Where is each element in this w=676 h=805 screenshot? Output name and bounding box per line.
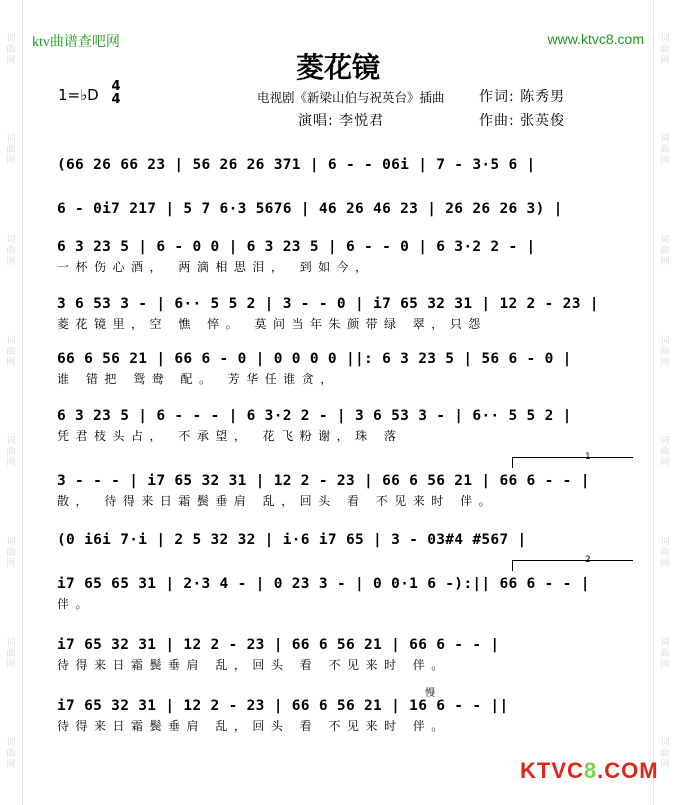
score-row-5 — [57, 350, 617, 386]
score-row-11 — [57, 688, 617, 733]
time-signature — [109, 80, 123, 106]
score-row-6 — [57, 407, 617, 443]
notation: 6 - 0i7 217 | 5 7 6·3 5676 | 46 26 46 23 | 26 26 26 3) | — [57, 201, 563, 217]
notation: i7 65 65 31 | 2·3 4 - | 0 23 3 - | 0 0·1 6 -):|| 66 6 - - | — [57, 576, 590, 592]
site-name: ktv曲谱查吧网 — [32, 35, 120, 50]
site-url: www.ktvc8.com — [547, 31, 644, 47]
lyric-line: 伴。 — [57, 597, 95, 611]
first-ending-bracket — [512, 457, 633, 468]
time-top: 4 — [111, 79, 121, 94]
notation: 3 - - - | i7 65 32 31 | 12 2 - 23 | 66 6 56 21 | 66 6 - - | — [57, 473, 590, 489]
site-logo: KTVC8.COM — [520, 758, 659, 783]
score-row-8 — [57, 531, 617, 549]
notation: (0 i6i 7·i | 2 5 32 32 | i·6 i7 65 | 3 - 03#4 #567 | — [57, 532, 527, 548]
watermark-right: 词曲网 词曲网 词曲网 词曲网 词曲网 词曲网 词曲网 词曲网 — [653, 0, 676, 805]
lyric-line: 谁 错把 鸳鸯 配。 芳华任谁贪， — [57, 372, 339, 386]
lyric-line: 待得来日霜鬓垂肩 乱，回头 看 不见来时 伴。 — [57, 658, 450, 672]
lyric-line: 待得来日霜鬓垂肩 乱，回头 看 不见来时 伴。 — [57, 719, 450, 733]
notation: 3 6 53 3 - | 6·· 5 5 2 | 3 - - 0 | i7 65 32 31 | 12 2 - 23 | — [57, 296, 599, 312]
key-signature: 1=♭D — [58, 86, 99, 104]
song-source: 电视剧《新梁山伯与祝英台》插曲 — [257, 90, 445, 105]
notation: i7 65 32 31 | 12 2 - 23 | 66 6 56 21 | 66 6 - - | — [57, 637, 500, 653]
score-row-2 — [57, 200, 617, 218]
lyricist: 作词: 陈秀男 — [479, 89, 566, 105]
notation: i7 65 32 31 | 12 2 - 23 | 66 6 56 21 | 16 6 - - || — [57, 698, 509, 714]
score-row-4 — [57, 295, 617, 331]
notation: (66 26 66 23 | 56 26 26 371 | 6 - - 06i | 7 - 3·5 6 | — [57, 157, 536, 173]
lyric-line: 凭君枝头占， 不承望， 花飞粉谢，珠 落 — [57, 429, 403, 443]
lyric-line: 菱花镜里，空 憔 悴。 莫问当年朱颜带绿 翠，只怨 — [57, 317, 487, 331]
first-ending-number: 1 — [585, 452, 591, 462]
notation: 6 3 23 5 | 6 - 0 0 | 6 3 23 5 | 6 - - 0 | 6 3·2 2 - | — [57, 239, 536, 255]
score-row-10 — [57, 636, 617, 672]
notation: 6 3 23 5 | 6 - - - | 6 3·2 2 - | 3 6 53 3 - | 6·· 5 5 2 | — [57, 408, 572, 424]
score-row-7 — [57, 452, 617, 508]
notation: 66 6 56 21 | 66 6 - 0 | 0 0 0 0 ||: 6 3 23 5 | 56 6 - 0 | — [57, 351, 572, 367]
composer: 作曲: 张英俊 — [479, 113, 566, 129]
time-bottom: 4 — [111, 92, 121, 107]
watermark-left: 词曲网 词曲网 词曲网 词曲网 词曲网 词曲网 词曲网 词曲网 — [0, 0, 23, 805]
singer: 演唱: 李悦君 — [298, 113, 385, 129]
second-ending-bracket — [512, 560, 633, 571]
ornament-slow: 慢 — [425, 688, 435, 699]
score-row-9 — [57, 555, 617, 611]
score-row-3 — [57, 238, 617, 274]
score-row-1 — [57, 156, 617, 174]
lyric-line: 散， 待得来日霜鬓垂肩 乱，回头 看 不见来时 伴。 — [57, 494, 498, 508]
lyric-line: 一杯伤心酒， 两滴相思泪， 到如今， — [57, 260, 374, 274]
second-ending-number: 2 — [585, 555, 591, 565]
song-title: 菱花镜 — [295, 51, 380, 84]
